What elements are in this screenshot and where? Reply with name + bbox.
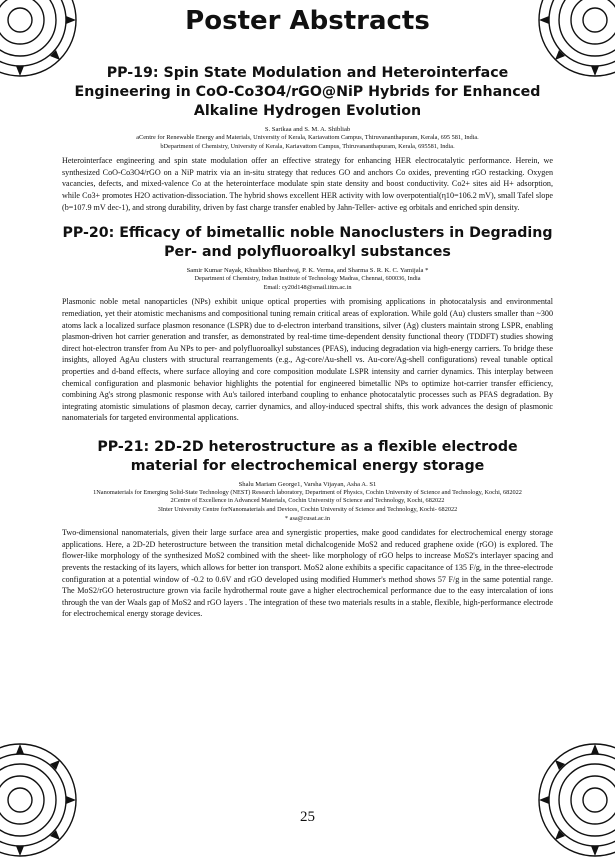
affiliation-line: Department of Chemistry, Indian Institute of Technology Madras, Chennai, 600036, India xyxy=(194,275,421,283)
corner-ornament-bottom-left xyxy=(0,740,80,860)
affiliation-line: bDepartment of Chemistry, University of Kerala, Kariavattom Campus, Thiruvananthapuram, Kerala, 695581, India. xyxy=(160,142,455,150)
page-title: Poster Abstracts xyxy=(185,6,430,36)
affiliation-line: 3Inter University Centre forNanomaterials and Devices, Cochin University of Science and Technology, Kochi- 682022 xyxy=(157,506,458,514)
section-title: PP-19: Spin State Modulation and Heterointerface Engineering in CoO-Co3O4/rGO@NiP Hybrids for Enhanced Alkaline Hydrogen Evolution xyxy=(74,65,541,119)
abstract-text: Two-dimensional nanomaterials, given their large surface area and synergistic properties, make good candidates for electrochemical energy storage applications. Here, a 2D-2D heterostructure between the transition metal dichalcogenide MoS2 and reduced graphene oxide (rGO) is explored. The flower-like morphology of the synthesized MoS2 combined with the sheet- like morphology of rGO helps to increase MoS2's interlayer spacing and prevents the restacking of its layers, which allows for better ion transport. MoS2 alone exhibits a specific capacitance of 135 F/g, in the three-electrode configuration at a potential window of -0.2 to 0.6V and rGO developed using modified Hummer's method shows 57 F/g in the same potential range. The MoS2/rGO heterostructure grown via facile hydrothermal route gave a higher electrochemical performance due to the easy intercalation of ions through the van der Waals gap of MoS2 and rGO layers . The integration of these two materials results in a stable, flexible, high-performance electrode for electrochemical energy storage devices. xyxy=(62,528,553,619)
affiliation-line: 2Centre of Excellence in Advanced Materials, Cochin University of Science and Technology, Kochi, 682022 xyxy=(170,497,445,505)
mandala-ornament-icon xyxy=(535,740,615,860)
section-authors: Samir Kumar Nayak, Khushboo Bhardwaj, P. K. Verma, and Sharma S. R. K. C. Yamijala * xyxy=(186,267,429,275)
corner-ornament-bottom-right xyxy=(535,740,615,860)
abstract-section-pp21 xyxy=(62,438,553,620)
page-number: 25 xyxy=(300,809,315,825)
section-spacer xyxy=(62,424,553,438)
affiliation-email: * asa@cusat.ac.in xyxy=(284,514,331,522)
section-title: PP-21: 2D-2D heterostructure as a flexible electrode material for electrochemical energy storage xyxy=(97,438,518,474)
section-title: PP-20: Efficacy of bimetallic noble Nanoclusters in Degrading Per- and polyfluoroalkyl substances xyxy=(62,225,553,261)
abstract-text: Heterointerface engineering and spin state modulation offer an effective strategy for enhancing HER electrocatalytic performance. Herein, we synthesized CoO-Co3O4/rGO on a NiP matrix via an in-situ strategy that reduces GO and anchors Co oxides, preventing rGO restacking. Oxygen vacancies, defects, and mixed-valence Co at the heterointerface modulate spin state density and boost conductivity. Co2+ sites aid H+ adsorption, while Co3+ promotes H2O activation-dissociation. The hybrid shows excellent HER activity with low overpotential(η10=106.2 mV), small Tafel slope (b=107.9 mV dec-1), and strong durability, driven by fast charge transfer enabled by Jahn-Teller- active eg orbitals and enriched spin density. xyxy=(62,156,553,212)
abstract-section-pp20 xyxy=(62,224,553,424)
section-authors: Shalu Mariam George1, Varsha Vijayan, Asha A. S1 xyxy=(238,480,377,488)
section-spacer xyxy=(62,213,553,224)
affiliation-email: Email: cy20d148@smail.iitm.ac.in xyxy=(263,283,352,291)
abstract-section-pp19 xyxy=(62,64,553,213)
abstract-text: Plasmonic noble metal nanoparticles (NPs) exhibit unique optical properties with promising applications in photocatalysis and environmental remediation, yet their atomistic mechanisms and compositional tuning remain critical areas of exploration. While gold (Au) clusters smaller than ~300 atoms lack a localized surface plasmon resonance (LSPR) due to d-electron interband transitions, silver (Ag) clusters maintain strong LSPR, enabling plasmon-driven hot carrier generation and transfer, as demonstrated by real-time time-dependent density functional theory (TDDFT) studies showing direct hot-electron transfer from Au NPs to per- and polyfluoroalkyl substances (PFAS), inducing degradation via high-energy carriers. To bridge these insights, alloyed AgAu clusters with structural rearrangements (e.g., Ag-core/Au-shell vs. Au-core/Ag-shell configurations) reveal tunable optical properties and d-band effects, where surface alloying and core composition modulate LSPR intensity and carrier dynamics. This interplay between chemical configuration and plasmonic behavior highlights the potential for engineered bimetallic NPs to optimize hot-carrier transfer efficiency, combining Ag's strong plasmonic response with Au's tailored interband coupling to enhance photocatalytic processes such as PFAS degradation. By integrating atomistic simulations of plasmon decay, carrier dynamics, and alloy-induced spectral shifts, this work advances the design of plasmonic nanomaterials for targeted environmental applications. xyxy=(62,297,553,423)
section-authors: S. Sarikaa and S. M. A. Shibliab xyxy=(264,126,351,133)
abstracts-content xyxy=(62,64,553,620)
mandala-ornament-icon xyxy=(0,740,80,860)
affiliation-line: 1Nanomaterials for Emerging Solid-State Technology (NEST) Research laboratory, Department of Physics, Cochin University of Science and Technology, Kochi, 682022 xyxy=(93,488,522,496)
affiliation-line: aCentre for Renewable Energy and Materials, University of Kerala, Kariavattom Campus, Thiruvananthapuram, Kerala, 695 581, India. xyxy=(136,134,479,141)
